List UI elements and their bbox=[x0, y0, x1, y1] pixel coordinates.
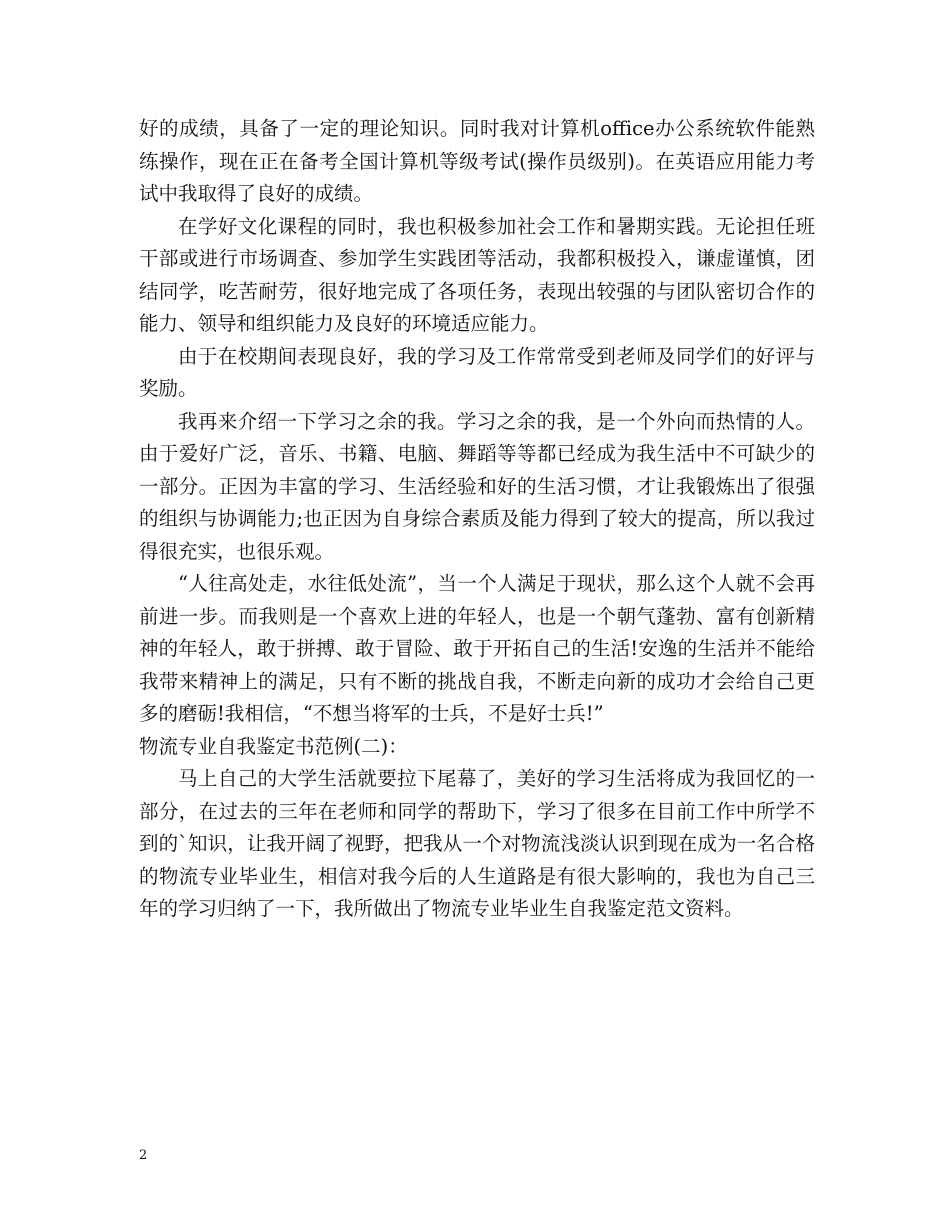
paragraph-1: 好的成绩，具备了一定的理论知识。同时我对计算机office办公系统软件能熟练操作，现在正在备考全国计算机等级考试(操作员级别)。在英语应用能力考试中我取得了良好的成绩。 bbox=[139, 117, 815, 205]
paragraph-3: 由于在校期间表现良好，我的学习及工作常常受到老师及同学们的好评与奖励。 bbox=[139, 344, 815, 400]
section-heading: 物流专业自我鉴定书范例(二)： bbox=[139, 734, 408, 758]
paragraph-2: 在学好文化课程的同时，我也积极参加社会工作和暑期实践。无论担任班干部或进行市场调查、参加学生实践团等活动，我都积极投入，谦虚谨慎，团结同学，吃苦耐劳，很好地完成了各项任务，表现出较强的与团队密切合作的能力、领导和组织能力及良好的环境适应能力。 bbox=[139, 214, 815, 335]
paragraph-6: 马上自己的大学生活就要拉下尾幕了，美好的学习生活将成为我回忆的一部分，在过去的三年在老师和同学的帮助下，学习了很多在目前工作中所学不到的`知识，让我开阔了视野，把我从一个对物流浅淡认识到现在成为一名合格的物流专业毕业生，相信对我今后的人生道路是有很大影响的，我也为自己三年的学习归纳了一下，我所做出了物流专业毕业生自我鉴定范文资料。 bbox=[139, 767, 815, 920]
paragraph-5: “人往高处走，水往低处流”，当一个人满足于现状，那么这个人就不会再前进一步。而我则是一个喜欢上进的年轻人，也是一个朝气蓬勃、富有创新精神的年轻人，敢于拼搏、敢于冒险、敢于开拓自己的生活!安逸的生活并不能给我带来精神上的满足，只有不断的挑战自我，不断走向新的成功才会给自己更多的磨砺!我相信，“不想当将军的士兵，不是好士兵!” bbox=[139, 572, 815, 725]
document-body bbox=[139, 113, 815, 926]
paragraph-4: 我再来介绍一下学习之余的我。学习之余的我，是一个外向而热情的人。由于爱好广泛，音乐、书籍、电脑、舞蹈等等都已经成为我生活中不可缺少的一部分。正因为丰富的学习、生活经验和好的生活习惯，才让我锻炼出了很强的组织与协调能力;也正因为自身综合素质及能力得到了较大的提高，所以我过得很充实，也很乐观。 bbox=[139, 409, 815, 563]
page-number: 2 bbox=[139, 1148, 148, 1163]
